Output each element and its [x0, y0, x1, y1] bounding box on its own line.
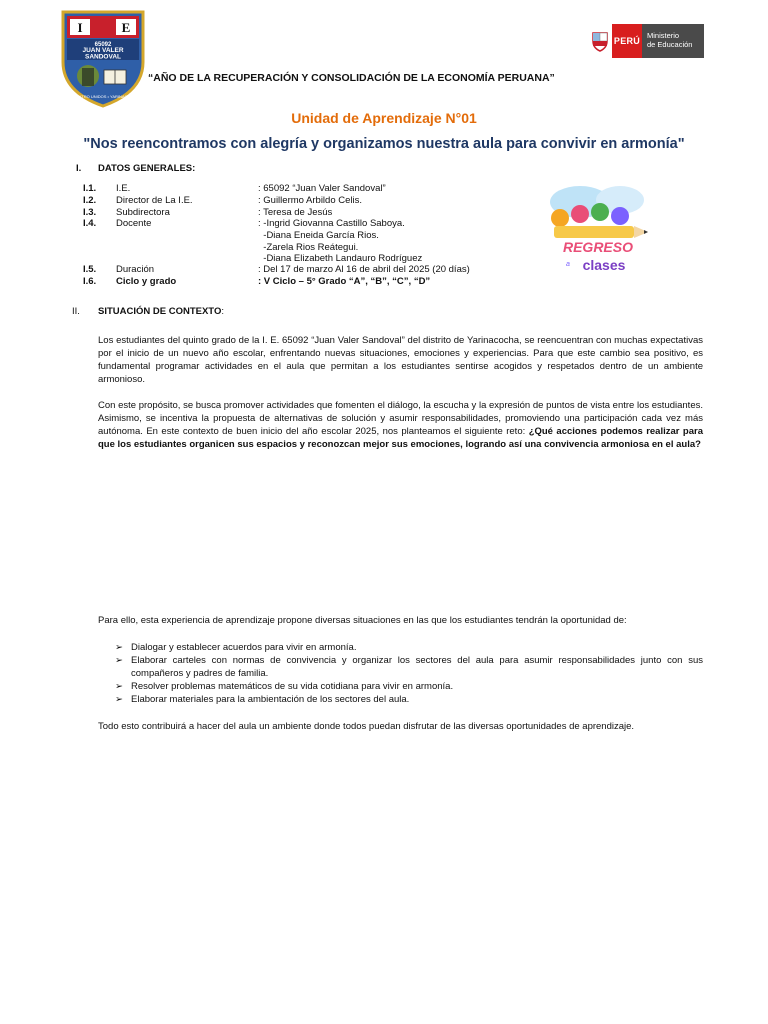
regreso-text: REGRESO — [562, 239, 634, 255]
list-item — [115, 654, 703, 680]
row-value: -Diana Elizabeth Landauro Rodríguez — [258, 253, 423, 264]
section-2-heading — [98, 306, 224, 317]
row-value: : V Ciclo – 5° Grado “A”, “B”, “C”, “D” — [258, 276, 431, 287]
row-number: I.3. — [83, 207, 97, 218]
row-label: Director de La I.E. — [116, 195, 193, 206]
row-label: Subdirectora — [116, 207, 170, 218]
section-2-title-colon: : — [221, 306, 224, 317]
row-label: Ciclo y grado — [116, 276, 177, 287]
logo-line-3: SANDOVAL — [85, 53, 121, 61]
context-paragraph-1: Los estudiantes del quinto grado de la I. E. 65092 “Juan Valer Sandoval” del distrito de Yarinacocha, se reencuentran con muchas expectativas por el inicio de un nuevo año escolar, enfrentando nuevas situaciones, emociones y experiencias. Para que este cambio sea positivo, es fundamental programar actividades en el aula que permitan a los estudiantes sentirse acogidos y respetados dentro de un ambiente armonioso. — [98, 335, 703, 385]
unit-subtitle: "Nos reencontramos con alegría y organizamos nuestra aula para convivir en armonía" — [83, 136, 685, 152]
row-label: I.E. — [116, 183, 131, 194]
logo-letter-i: I — [77, 20, 83, 35]
peru-coat-of-arms-icon — [588, 24, 612, 58]
arrow-bullet-icon: ➢ — [115, 694, 123, 705]
row-label: Duración — [116, 264, 155, 275]
arrow-bullet-icon: ➢ — [115, 642, 123, 653]
logo-letter-e: E — [121, 20, 131, 35]
row-value: : Teresa de Jesús — [258, 207, 333, 218]
ministry-label — [642, 24, 704, 58]
row-number: I.6. — [83, 276, 97, 287]
row-label: Docente — [116, 218, 152, 229]
context-paragraph-2-text: Con este propósito, se busca promover actividades que fomenten el diálogo, la escucha y la expresión de puntos de vista entre los estudiantes. Asimismo, se incentiva la propuesta de alternativas de solución y asumir responsabilidades, promoviendo una participación cada vez más autónoma. En este contexto de buen inicio del año escolar 2025, nos planteamos el siguiente reto: — [98, 400, 703, 437]
row-number: I.2. — [83, 195, 97, 206]
section-2-number: II. — [72, 306, 80, 317]
ministry-line-2: de Educación — [647, 40, 693, 49]
context-paragraph-3: Para ello, esta experiencia de aprendizaje propone diversas situaciones en las que los estudiantes tendrán la oportunidad de: — [98, 615, 627, 626]
row-number: I.5. — [83, 264, 97, 275]
list-item-text: Elaborar carteles con normas de convivencia y organizar los sectores del aula para asumir responsabilidades junto con sus compañeros y padres de familia. — [131, 655, 703, 679]
year-motto: “AÑO DE LA RECUPERACIÓN Y CONSOLIDACIÓN DE LA ECONOMÍA PERUANA” — [148, 72, 555, 84]
row-value: : -Ingrid Giovanna Castillo Saboya. — [258, 218, 405, 229]
section-2-title: SITUACIÓN DE CONTEXTO — [98, 306, 222, 317]
row-number: I.1. — [83, 183, 97, 194]
row-value: -Diana Eneida García Rios. — [258, 230, 379, 241]
list-item-text: Resolver problemas matemáticos de su vida cotidiana para vivir en armonía. — [131, 681, 454, 692]
list-item — [115, 680, 703, 693]
unit-title: Unidad de Aprendizaje N°01 — [291, 110, 477, 126]
row-number: I.4. — [83, 218, 97, 229]
school-logo — [60, 10, 146, 108]
regreso-a-text: a — [566, 261, 570, 268]
list-item-text: Elaborar materiales para la ambientación de los sectores del aula. — [131, 694, 410, 705]
closing-paragraph: Todo esto contribuirá a hacer del aula un ambiente donde todos puedan disfrutar de las diversas oportunidades de aprendizaje. — [98, 721, 635, 732]
row-value: : Del 17 de marzo Al 16 de abril del 2025 (20 días) — [258, 264, 470, 275]
list-item — [115, 641, 703, 654]
challenge-question: ¿Qué acciones podemos realizar para que los estudiantes organicen sus espacios y reconozcan mejor sus emociones, logrando así una convivencia armoniosa en el aula? — [98, 426, 703, 450]
row-value: -Zarela Rios Reátegui. — [258, 242, 359, 253]
logo-line-2: JUAN VALER — [82, 47, 124, 54]
logo-bottom-arc: AL CENTRO UNIDOS • YARINACOCHA — [66, 94, 140, 99]
arrow-bullet-icon: ➢ — [115, 681, 123, 692]
logo-line-1: 65092 — [94, 42, 112, 48]
row-value: : Guillermo Arbildo Celis. — [258, 195, 363, 206]
arrow-bullet-icon: ➢ — [115, 655, 123, 666]
list-item — [115, 693, 703, 706]
row-value: : 65092 “Juan Valer Sandoval” — [258, 183, 386, 194]
context-paragraph-2 — [98, 399, 703, 451]
ministry-logo — [588, 24, 704, 58]
ministry-line-1: Ministerio — [647, 31, 680, 40]
peru-label: PERÚ — [612, 24, 642, 58]
clases-text: clases — [582, 257, 626, 273]
section-1-number: I. — [76, 163, 82, 174]
back-to-school-illustration — [540, 180, 658, 278]
section-1-title: DATOS GENERALES: — [98, 163, 196, 174]
list-item-text: Dialogar y establecer acuerdos para vivir en armonía. — [131, 642, 357, 653]
